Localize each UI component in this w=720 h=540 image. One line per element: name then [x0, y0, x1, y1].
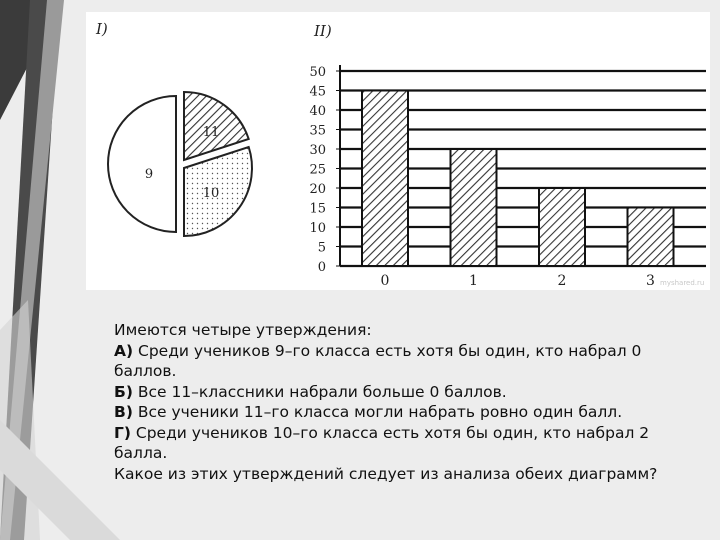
- y-tick-label-10: 10: [309, 221, 326, 236]
- bar-0: [362, 91, 408, 267]
- statement-b: [114, 382, 704, 403]
- y-tick-label-25: 25: [309, 162, 326, 178]
- y-tick-label-20: 20: [309, 182, 326, 197]
- y-tick-label-5: 5: [317, 240, 326, 256]
- pie-label-11: 11: [202, 125, 220, 140]
- statements-text: [114, 320, 704, 484]
- statement-g-key: Г): [114, 423, 131, 442]
- diagram-figure: [86, 12, 710, 290]
- charts-svg: [86, 12, 710, 290]
- bar-3: [628, 208, 674, 267]
- pie-chart: [108, 92, 252, 236]
- statement-g-text: Среди учеников 10–го класса есть хотя бы один, кто набрал 2 балла.: [114, 423, 650, 462]
- y-tick-label-50: 50: [309, 65, 326, 80]
- statement-b-text: Все 11–классники набрали больше 0 баллов.: [132, 382, 507, 401]
- statement-a: [114, 341, 704, 382]
- x-tick-label-2: 2: [557, 273, 567, 289]
- watermark: myshared.ru: [660, 279, 705, 287]
- statement-b-key: Б): [114, 382, 133, 401]
- y-tick-label-30: 30: [309, 143, 326, 158]
- y-tick-label-0: 0: [317, 260, 326, 275]
- bar-chart-title: II): [314, 22, 332, 40]
- statement-a-text: Среди учеников 9–го класса есть хотя бы один, кто набрал 0 баллов.: [114, 341, 642, 380]
- x-tick-label-1: 1: [469, 273, 478, 289]
- statement-g: [114, 423, 704, 464]
- bar-chart: [309, 65, 706, 289]
- statement-a-key: А): [114, 341, 134, 360]
- pie-label-10: 10: [202, 186, 220, 201]
- pie-chart-title: I): [96, 20, 108, 38]
- statements-intro: Имеются четыре утверждения:: [114, 321, 372, 339]
- bar-1: [451, 149, 497, 266]
- statement-v-key: В): [114, 403, 133, 421]
- question: Какое из этих утверждений следует из анализа обеих диаграмм?: [114, 464, 658, 483]
- statement-v: [114, 402, 704, 423]
- y-tick-label-35: 35: [309, 123, 326, 139]
- bar-2: [539, 188, 585, 266]
- statement-v-text: Все ученики 11–го класса могли набрать ровно один балл.: [132, 403, 623, 421]
- y-tick-label-15: 15: [309, 201, 326, 217]
- x-tick-label-0: 0: [380, 273, 390, 289]
- y-tick-label-40: 40: [309, 104, 326, 119]
- x-tick-label-3: 3: [646, 273, 655, 289]
- pie-slice-9: [108, 96, 176, 232]
- pie-label-9: 9: [144, 167, 154, 182]
- y-tick-label-45: 45: [309, 84, 326, 100]
